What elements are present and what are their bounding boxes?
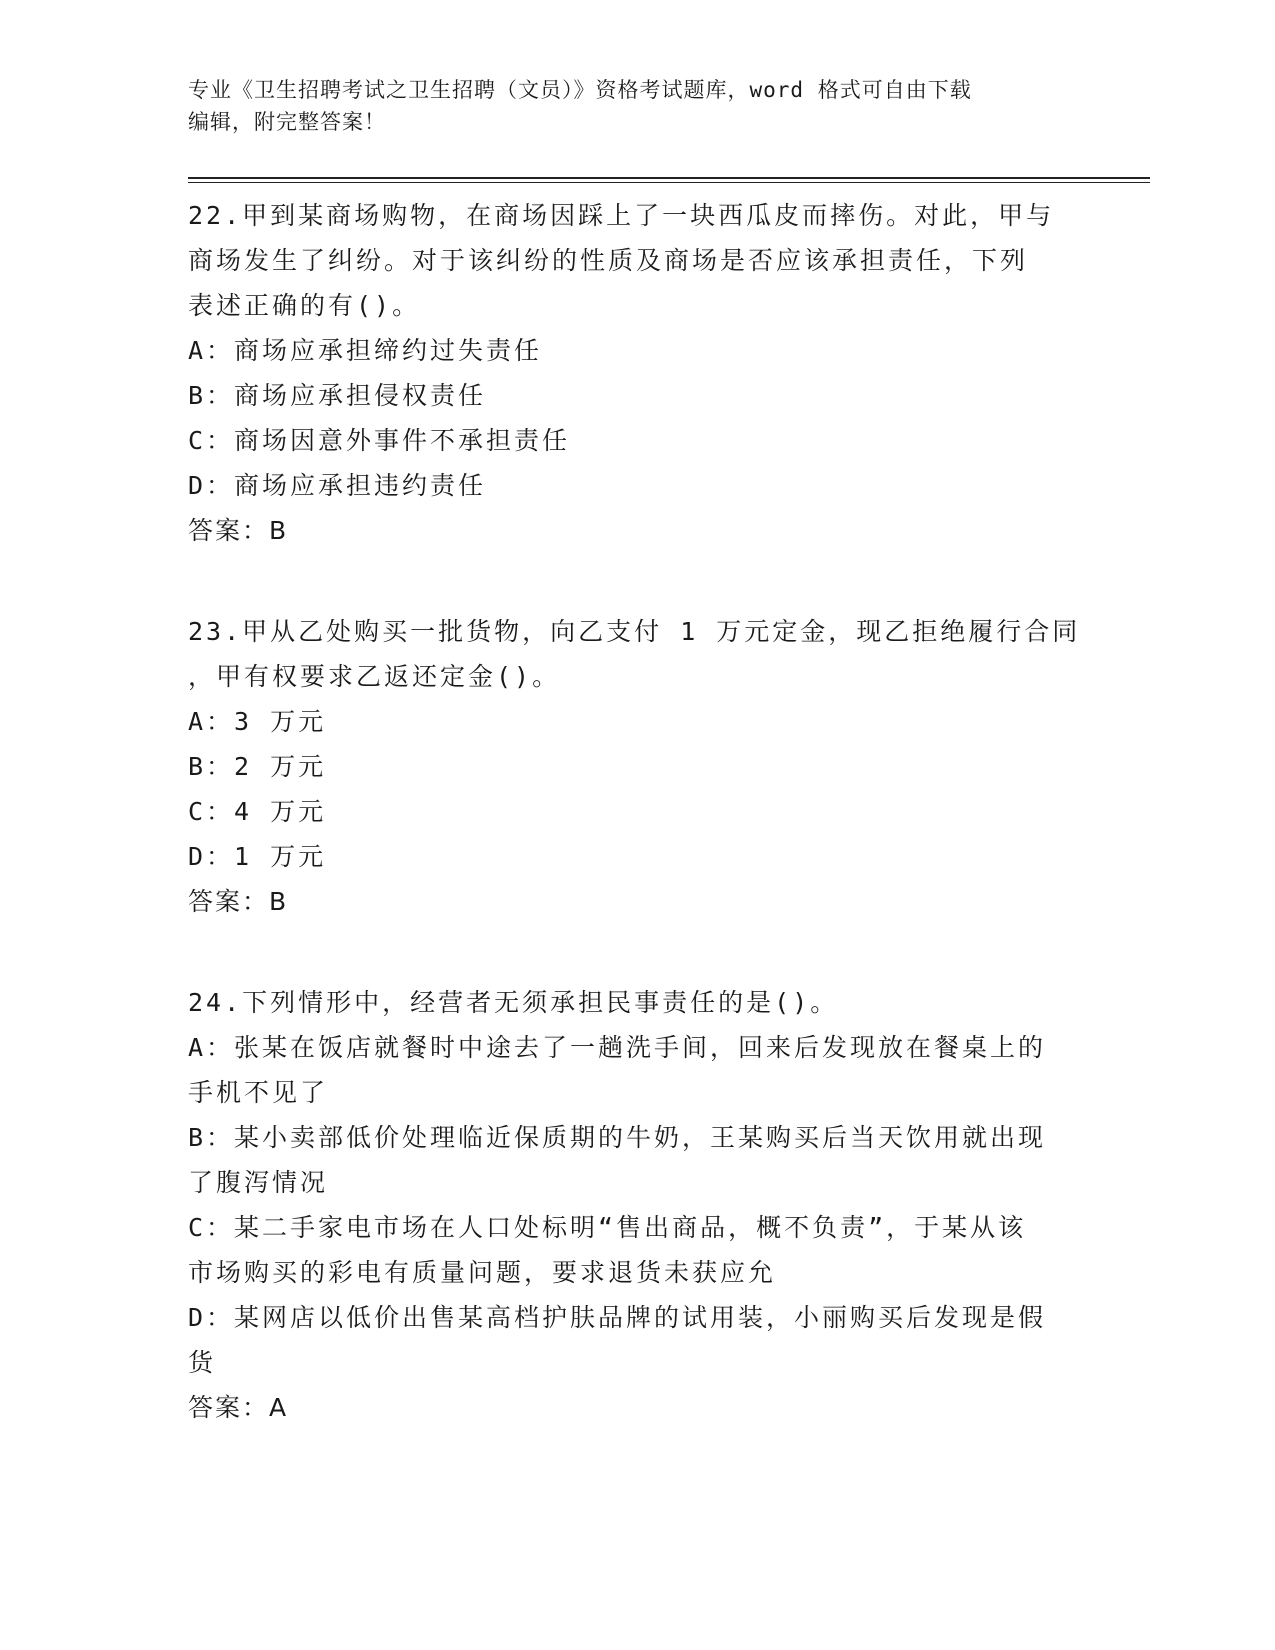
answer-label: 答案：B [188,516,289,545]
question-24 [188,980,1068,1430]
option-d: D：某网店以低价出售某高档护肤品牌的试用装，小丽购买后发现是假 [188,1303,1047,1332]
question-list [188,193,1081,1430]
header-divider-thick [188,177,1150,179]
option-d-continuation: 货 [188,1348,217,1377]
answer-label: 答案：A [188,1393,289,1422]
question-stem-line: 24.下列情形中，经营者无须承担民事责任的是()。 [188,988,839,1017]
answer-label: 答案：B [188,887,289,916]
option-c: C：商场因意外事件不承担责任 [188,426,571,455]
question-stem-line: 表述正确的有()。 [188,291,421,320]
option-b: B：2 万元 [188,752,327,781]
option-a: A：张某在饭店就餐时中途去了一趟洗手间，回来后发现放在餐桌上的 [188,1033,1047,1062]
header-divider-thin [188,182,1150,183]
option-b: B：某小卖部低价处理临近保质期的牛奶，王某购买后当天饮用就出现 [188,1123,1047,1152]
question-stem-line: 23.甲从乙处购买一批货物，向乙支付 1 万元定金，现乙拒绝履行合同 [188,617,1081,646]
question-stem-line: 22.甲到某商场购物，在商场因踩上了一块西瓜皮而摔伤。对此，甲与 [188,201,1055,230]
option-a: A：3 万元 [188,707,327,736]
option-c-continuation: 市场购买的彩电有质量问题，要求退货未获应允 [188,1258,777,1287]
option-a-continuation: 手机不见了 [188,1078,329,1107]
option-d: D：1 万元 [188,842,327,871]
question-22 [188,193,1068,553]
question-stem-line: ，甲有权要求乙返还定金()。 [188,662,561,691]
document-header [188,74,1068,138]
option-c: C：4 万元 [188,797,327,826]
option-c: C：某二手家电市场在人口处标明“售出商品，概不负责”，于某从该 [188,1213,1027,1242]
option-a: A：商场应承担缔约过失责任 [188,336,543,365]
header-line: 编辑，附完整答案！ [188,110,386,134]
option-b: B：商场应承担侵权责任 [188,381,487,410]
option-b-continuation: 了腹泻情况 [188,1168,329,1197]
header-line: 专业《卫生招聘考试之卫生招聘（文员）》资格考试题库，word 格式可自由下载 [188,78,972,102]
question-stem-line: 商场发生了纠纷。对于该纠纷的性质及商场是否应该承担责任，下列 [188,246,1029,275]
option-d: D：商场应承担违约责任 [188,471,487,500]
question-23 [188,609,1081,924]
